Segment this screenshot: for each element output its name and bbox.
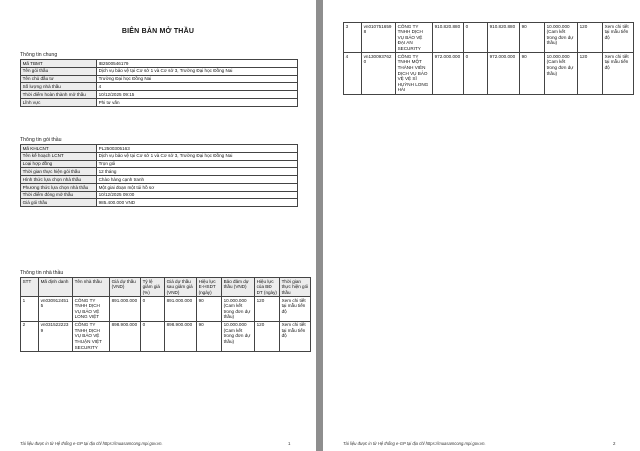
page-footer: Tài liệu được in từ Hệ thống e-GP tại địa chỉ https://muasamcong.mpi.gov.vn. (343, 441, 486, 446)
column-header: Giá dự thầu (VND) (110, 278, 141, 297)
bidder-cell: Xem chi tiết tại mẫu tiến độ (280, 321, 311, 351)
section-bidders-heading: Thông tin nhà thầu (20, 270, 64, 276)
info-label: Mã TBMT (21, 60, 97, 68)
info-label: Tên gói thầu (21, 67, 97, 75)
bidders-table-page-2 (343, 22, 634, 95)
bidder-cell: 4 (344, 53, 362, 94)
bidder-row (344, 23, 634, 53)
bidder-cell: Xem chi tiết tại mẫu tiến độ (603, 53, 634, 94)
bidder-row (344, 53, 634, 94)
bidder-cell: 10.000.000 (Cam kết trong đơn dự thầu) (222, 321, 255, 351)
info-value: 10/12/2025 09:15 (97, 91, 298, 99)
info-row (21, 75, 298, 83)
info-value: IB2500546179 (97, 60, 298, 68)
column-header: Tỷ lệ giảm giá (%) (141, 278, 165, 297)
info-row (21, 91, 298, 99)
info-label: Thời điểm đóng mở thầu (21, 191, 97, 199)
info-value: Dịch vụ bảo vệ tại Cơ sở 1 và Cơ sở 3, Trường Đại học Đồng Nai (97, 67, 298, 75)
bidder-cell: 120 (578, 53, 603, 94)
section-package-heading: Thông tin gói thầu (20, 137, 62, 143)
general-info-table (20, 59, 298, 107)
bidder-cell: vn0107516598 (362, 23, 396, 53)
bidder-row (21, 321, 311, 351)
column-header: Mã định danh (39, 278, 73, 297)
bidder-cell: vn1300937620 (362, 53, 396, 94)
info-row (21, 145, 298, 153)
column-header: Hiệu lực E-HSDT (ngày) (197, 278, 222, 297)
info-row (21, 191, 298, 199)
bidder-cell: 0 (464, 53, 488, 94)
page-footer: Tài liệu được in từ Hệ thống e-GP tại địa chỉ https://muasamcong.mpi.gov.vn. (20, 441, 163, 446)
column-header: Giá dự thầu sau giảm giá (VND) (165, 278, 197, 297)
info-label: Mã KHLCNT (21, 145, 97, 153)
info-label: Tên chủ đầu tư (21, 75, 97, 83)
info-value: Trường Đại học Đồng Nai (97, 75, 298, 83)
page-number: 2 (613, 441, 616, 446)
info-row (21, 67, 298, 75)
info-value: Phi tư vấn (97, 98, 298, 106)
bidder-cell: 10.000.000 (Cam kết trong đơn dự thầu) (222, 296, 255, 321)
document-page-1 (0, 0, 316, 451)
document-page-2 (323, 0, 640, 451)
bidder-cell: 898.900.000 (110, 321, 141, 351)
bidder-cell: 90 (197, 321, 222, 351)
page-number: 1 (288, 441, 291, 446)
bidder-cell: 2 (21, 321, 39, 351)
info-value: 4 (97, 83, 298, 91)
bidder-cell: 910.820.880 (488, 23, 520, 53)
bidder-cell: 0 (141, 296, 165, 321)
info-row (21, 183, 298, 191)
info-value: Trọn gói (97, 160, 298, 168)
info-label: Loại hợp đồng (21, 160, 97, 168)
column-header: Tên nhà thầu (73, 278, 110, 297)
bidder-cell: vn0315222239 (39, 321, 73, 351)
bidder-cell: CÔNG TY TNHH DỊCH VỤ BẢO VỆ ĐẠI AN SECURITY (396, 23, 433, 53)
section-general-heading: Thông tin chung (20, 52, 58, 58)
bidder-cell: 0 (464, 23, 488, 53)
bidder-cell: 10.000.000 (Cam kết trong đơn dự thầu) (545, 53, 578, 94)
bidders-table-page-1 (20, 277, 311, 352)
info-row (21, 60, 298, 68)
info-value: 985.400.000 VND (97, 199, 298, 207)
column-header: Bảo đảm dự thầu (VND) (222, 278, 255, 297)
info-value: Chào hàng cạnh tranh (97, 176, 298, 184)
bidder-cell: 90 (520, 53, 545, 94)
bidder-cell: 972.000.000 (433, 53, 464, 94)
bidder-cell: CÔNG TY TNHH DỊCH VỤ BẢO VỆ LONG VIỆT (73, 296, 110, 321)
info-label: Số lượng nhà thầu (21, 83, 97, 91)
column-header: Hiệu lực của BĐ DT (ngày) (255, 278, 280, 297)
info-value: 10/12/2025 09:00 (97, 191, 298, 199)
info-row (21, 176, 298, 184)
column-header: STT (21, 278, 39, 297)
info-label: Lĩnh vực (21, 98, 97, 106)
bidder-cell: 1 (21, 296, 39, 321)
bidder-cell: Xem chi tiết tại mẫu tiến độ (280, 296, 311, 321)
info-value: Dịch vụ bảo vệ tại Cơ sở 1 và Cơ sở 3, Trường Đại học Đồng Nai (97, 152, 298, 160)
info-value: 12 tháng (97, 168, 298, 176)
info-label: Thời điểm hoàn thành mở thầu (21, 91, 97, 99)
bidder-cell: 898.900.000 (165, 321, 197, 351)
info-row (21, 168, 298, 176)
info-label: Thời gian thực hiện gói thầu (21, 168, 97, 176)
bidder-cell: 90 (520, 23, 545, 53)
info-row (21, 83, 298, 91)
bidder-cell: 120 (578, 23, 603, 53)
bidder-cell: CÔNG TY TNHH DỊCH VỤ BẢO VỆ THUẬN VIỆT SECURITY (73, 321, 110, 351)
info-value: Một giai đoạn một túi hồ sơ (97, 183, 298, 191)
column-header: Thời gian thực hiện gói thầu (280, 278, 311, 297)
info-row (21, 160, 298, 168)
info-value: PL2500305163 (97, 145, 298, 153)
bidder-cell: 120 (255, 321, 280, 351)
bidder-cell: 910.820.880 (433, 23, 464, 53)
bidder-cell: CÔNG TY TNHH MỘT THÀNH VIÊN DỊCH VỤ BẢO VỆ VỆ SĨ HUỲNH LONG HẢI (396, 53, 433, 94)
info-label: Tên kế hoạch LCNT (21, 152, 97, 160)
info-label: Phương thức lựa chọn nhà thầu (21, 183, 97, 191)
bidder-cell: vn0309124515 (39, 296, 73, 321)
document-title: BIÊN BẢN MỞ THẦU (121, 28, 195, 35)
package-info-table (20, 144, 298, 207)
bidder-row (21, 296, 311, 321)
bidder-cell: 90 (197, 296, 222, 321)
info-label: Giá gói thầu (21, 199, 97, 207)
info-row (21, 98, 298, 106)
bidder-cell: Xem chi tiết tại mẫu tiến độ (603, 23, 634, 53)
bidder-cell: 891.000.000 (110, 296, 141, 321)
bidder-cell: 0 (141, 321, 165, 351)
bidder-cell: 891.000.000 (165, 296, 197, 321)
bidder-cell: 120 (255, 296, 280, 321)
bidder-cell: 972.000.000 (488, 53, 520, 94)
info-label: Hình thức lựa chọn nhà thầu (21, 176, 97, 184)
info-row (21, 152, 298, 160)
info-row (21, 199, 298, 207)
bidder-cell: 10.000.000 (Cam kết trong đơn dự thầu) (545, 23, 578, 53)
bidder-cell: 3 (344, 23, 362, 53)
